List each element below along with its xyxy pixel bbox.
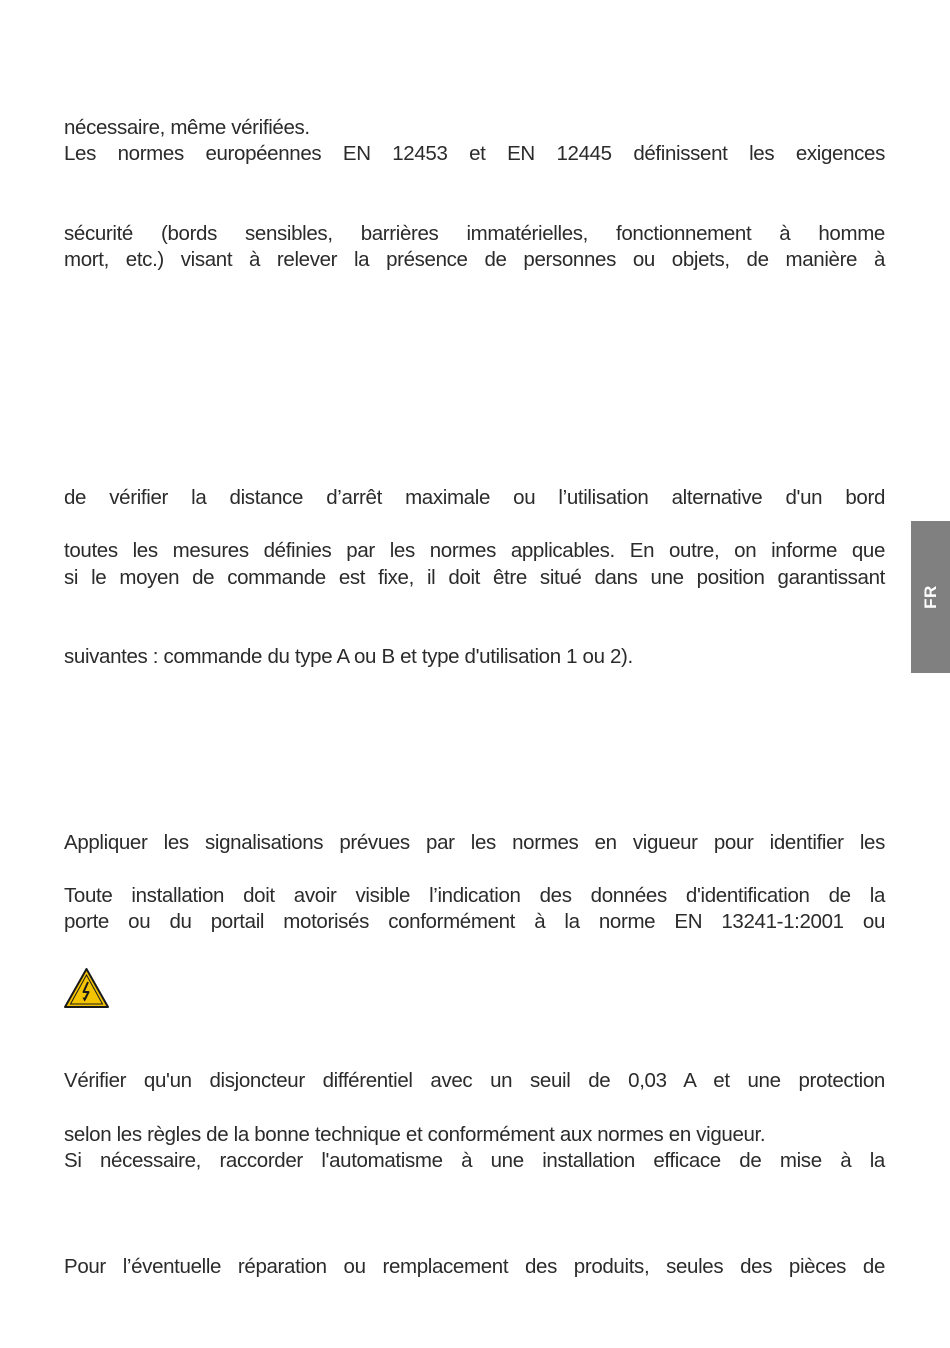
- text-line-4: mort, etc.) visant à relever la présence de personnes ou objets, de manière à: [64, 248, 885, 271]
- text-line-9: Appliquer les signalisations prévues par les normes en vigueur pour identifier les: [64, 831, 885, 854]
- text-line-1: nécessaire, même vérifiées.: [64, 116, 310, 139]
- language-tab: [911, 521, 950, 673]
- text-line-2: Les normes européennes EN 12453 et EN 12445 définissent les exigences: [64, 142, 885, 165]
- text-line-11: porte ou du portail motorisés conformément à la norme EN 13241-1:2001 ou: [64, 910, 885, 933]
- text-line-10: Toute installation doit avoir visible l’indication des données d'identification de la: [64, 884, 885, 907]
- text-line-8: suivantes : commande du type A ou B et type d'utilisation 1 ou 2).: [64, 645, 633, 668]
- text-line-14: Si nécessaire, raccorder l'automatisme à une installation efficace de mise à la: [64, 1149, 885, 1172]
- text-line-13: selon les règles de la bonne technique et conformément aux normes en vigueur.: [64, 1123, 766, 1146]
- text-line-7: si le moyen de commande est fixe, il doit être situé dans une position garantissant: [64, 566, 885, 589]
- electric-hazard-warning-icon: [63, 967, 110, 1009]
- text-line-15: Pour l’éventuelle réparation ou remplacement des produits, seules des pièces de: [64, 1255, 885, 1278]
- text-line-5: de vérifier la distance d’arrêt maximale ou l’utilisation alternative d'un bord: [64, 486, 885, 509]
- text-line-12: Vérifier qu'un disjoncteur différentiel avec un seuil de 0,03 A et une protection: [64, 1069, 885, 1092]
- text-line-6: toutes les mesures définies par les normes applicables. En outre, on informe que: [64, 539, 885, 562]
- text-line-3: sécurité (bords sensibles, barrières immatérielles, fonctionnement à homme: [64, 222, 885, 245]
- language-tab-label: FR: [920, 585, 940, 609]
